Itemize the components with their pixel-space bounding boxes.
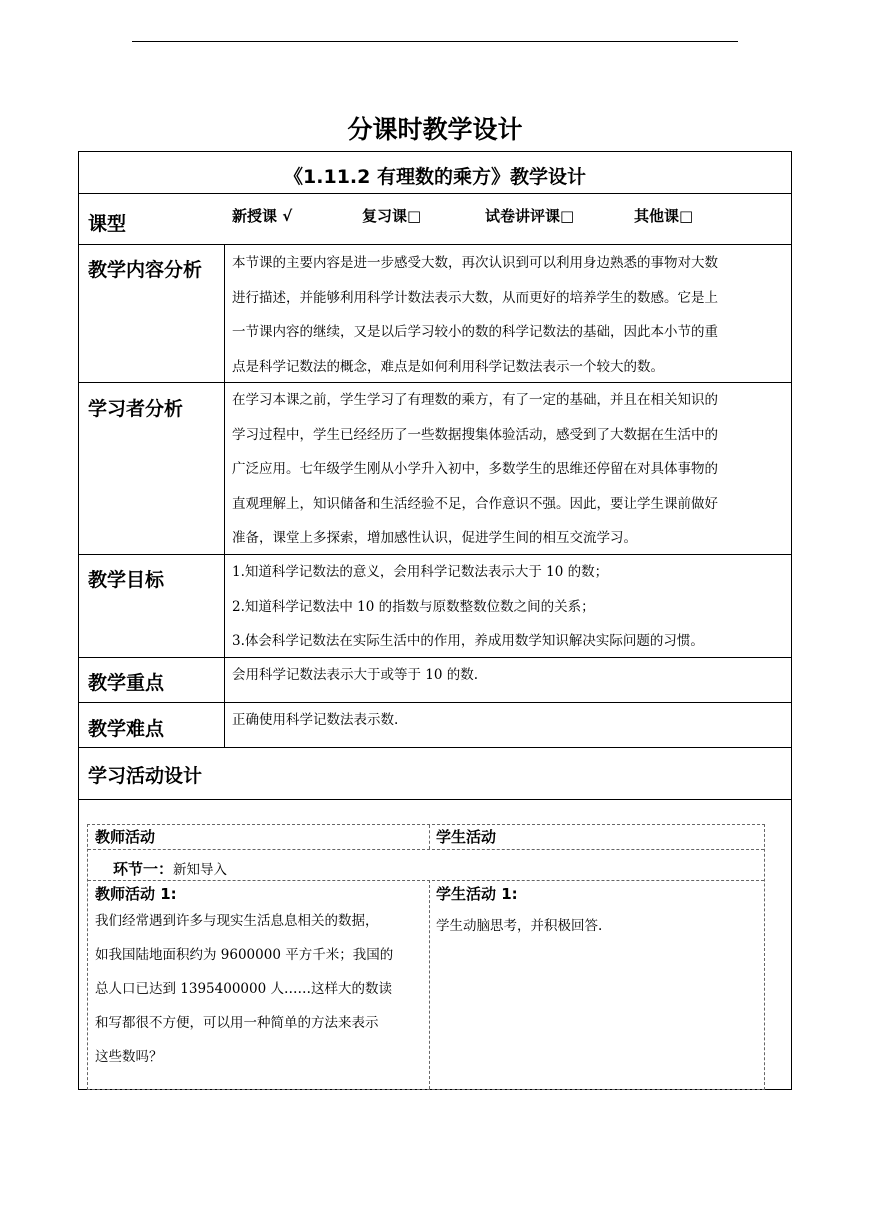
course-type-new: 新授课 √ xyxy=(232,207,293,225)
column-divider xyxy=(429,825,430,849)
section-heading xyxy=(113,858,227,879)
text-line: 在学习本课之前，学生学习了有理数的乘方，有了一定的基础，并且在相关知识的 xyxy=(232,392,718,408)
column-divider xyxy=(224,244,225,747)
course-type-test-review: 试卷讲评课□ xyxy=(485,207,575,225)
text-line: 我们经常遇到许多与现实生活息息相关的数据， xyxy=(95,913,379,929)
student-activity-title: 学生活动 1: xyxy=(436,885,518,903)
row-divider xyxy=(79,747,791,748)
learner-analysis-text xyxy=(232,383,784,556)
section-title: 新知导入 xyxy=(173,862,228,878)
header-rule xyxy=(132,41,738,42)
text-line: 1.知道科学记数法的意义，会用科学记数法表示大于 10 的数； xyxy=(232,564,609,580)
row-divider xyxy=(88,880,764,881)
column-divider xyxy=(429,880,430,1089)
text-line: 总人口已达到 1395400000 人……这样大的数读 xyxy=(95,981,392,997)
lesson-design-table xyxy=(78,151,792,1090)
text-line: 本节课的主要内容是进一步感受大数，再次认识到可以利用身边熟悉的事物对大数 xyxy=(232,255,718,271)
content-analysis-text xyxy=(232,246,784,384)
teacher-activity-title: 教师活动 1: xyxy=(95,885,177,903)
content-analysis-label: 教学内容分析 xyxy=(88,259,203,281)
course-type-other: 其他课□ xyxy=(634,207,694,225)
text-line: 和写都很不方便，可以用一种简单的方法来表示 xyxy=(95,1015,379,1031)
key-point-text: 会用科学记数法表示大于或等于 10 的数. xyxy=(232,667,479,683)
objectives-text xyxy=(232,555,784,659)
activity-table xyxy=(87,824,765,1090)
page-title: 分课时教学设计 xyxy=(347,115,523,144)
row-divider xyxy=(79,244,791,245)
course-type-review: 复习课□ xyxy=(362,207,422,225)
text-line: 如我国陆地面积约为 9600000 平方千米；我国的 xyxy=(95,947,394,963)
text-line: 学习过程中，学生已经经历了一些数据搜集体验活动，感受到了大数据在生活中的 xyxy=(232,426,718,443)
text-line: 2.知道科学记数法中 10 的指数与原数整数位数之间的关系； xyxy=(232,598,595,615)
row-divider xyxy=(79,193,791,194)
difficulty-text: 正确使用科学记数法表示数. xyxy=(232,712,399,728)
activity-design-label: 学习活动设计 xyxy=(88,765,203,787)
teacher-activity-text xyxy=(95,904,425,1074)
student-activity-header: 学生活动 xyxy=(436,828,497,846)
text-line: 点是科学记数法的概念，难点是如何利用科学记数法表示一个较大的数。 xyxy=(232,358,664,375)
row-divider xyxy=(79,799,791,800)
text-line: 准备，课堂上多探索，增加感性认识，促进学生间的相互交流学习。 xyxy=(232,530,637,546)
section-label: 环节一： xyxy=(113,860,174,878)
text-line: 一节课内容的继续，又是以后学习较小的数的科学记数法的基础，因此本小节的重 xyxy=(232,324,718,340)
difficulty-label: 教学难点 xyxy=(88,718,165,740)
text-line: 这些数吗？ xyxy=(95,1049,163,1065)
key-point-label: 教学重点 xyxy=(88,672,165,694)
teacher-activity-header: 教师活动 xyxy=(95,828,156,846)
objectives-label: 教学目标 xyxy=(88,569,165,591)
text-line: 3.体会科学记数法在实际生活中的作用，养成用数学知识解决实际问题的习惯。 xyxy=(232,633,704,649)
text-line: 进行描述，并能够利用科学计数法表示大数，从而更好的培养学生的数感。它是上 xyxy=(232,289,718,306)
row-divider xyxy=(88,849,764,850)
course-type-label: 课型 xyxy=(88,213,127,235)
student-activity-text: 学生动脑思考，并积极回答. xyxy=(436,918,603,934)
learner-analysis-label: 学习者分析 xyxy=(88,398,184,420)
text-line: 广泛应用。七年级学生刚从小学升入初中，多数学生的思维还停留在对具体事物的 xyxy=(232,461,718,477)
text-line: 直观理解上，知识储备和生活经验不足，合作意识不强。因此，要让学生课前做好 xyxy=(232,495,718,512)
table-title: 《1.11.2 有理数的乘方》教学设计 xyxy=(284,166,586,188)
